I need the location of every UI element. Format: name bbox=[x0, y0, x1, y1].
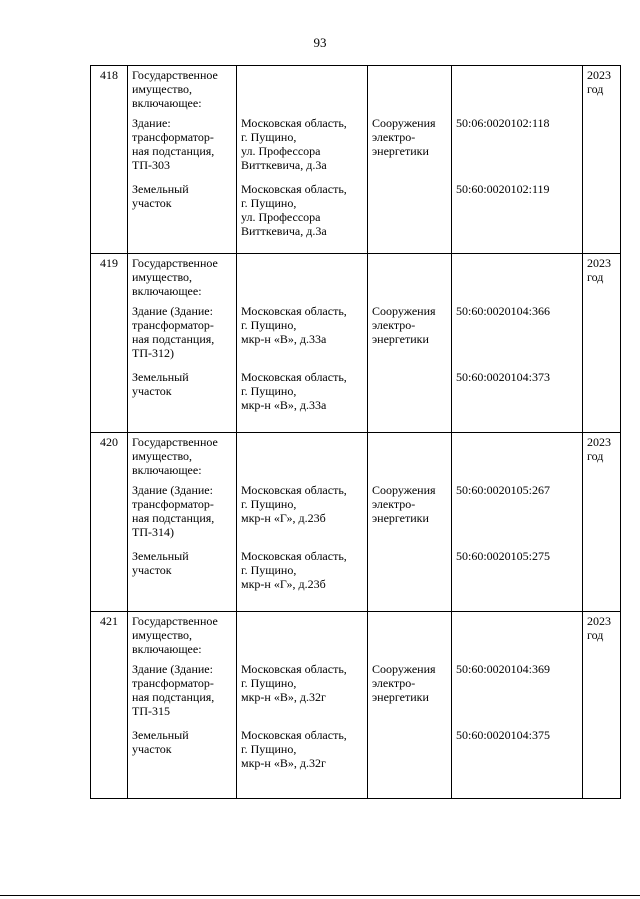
land-plot-address-line: мкр-н «В», д.32г bbox=[241, 756, 326, 770]
land-plot-address-line: Московская область, bbox=[241, 549, 347, 563]
building-name-line: ная подстанция, bbox=[132, 332, 215, 346]
building-address-line: Московская область, bbox=[241, 116, 347, 130]
land-plot-name-line: Земельный bbox=[132, 182, 189, 196]
building-name bbox=[132, 662, 232, 728]
address-spacer bbox=[241, 435, 363, 483]
cadastral-number-cell bbox=[452, 612, 583, 799]
object-group-heading-line: включающее: bbox=[132, 642, 202, 656]
object-name-cell bbox=[128, 66, 237, 254]
year-line: год bbox=[587, 628, 604, 642]
land-plot-address bbox=[241, 728, 363, 788]
land-plot-address-line: Московская область, bbox=[241, 370, 347, 384]
object-group-heading-line: имущество, bbox=[132, 628, 193, 642]
building-address-line: г. Пущино, bbox=[241, 318, 297, 332]
land-plot-cadastral-number-value: 50:60:0020104:373 bbox=[456, 370, 551, 384]
building-name-line: ная подстанция, bbox=[132, 144, 215, 158]
purpose-spacer bbox=[372, 435, 447, 483]
cadastral-number-cell bbox=[452, 66, 583, 254]
year-cell bbox=[583, 66, 621, 254]
land-plot-name-line: участок bbox=[132, 384, 172, 398]
page-number: 93 bbox=[313, 35, 327, 50]
address-spacer bbox=[241, 614, 363, 662]
purpose-cell bbox=[368, 612, 452, 799]
building-purpose bbox=[372, 304, 447, 370]
object-group-heading-line: Государственное bbox=[132, 614, 218, 628]
building-name-line: Здание (Здание: bbox=[132, 483, 213, 497]
building-name-line: Здание: bbox=[132, 116, 171, 130]
land-plot-name-line: участок bbox=[132, 742, 172, 756]
land-plot-address-line: ул. Профессора bbox=[241, 210, 321, 224]
cadastral-spacer bbox=[456, 435, 578, 483]
land-plot-cadastral-number-value: 50:60:0020102:119 bbox=[456, 182, 550, 196]
building-name-line: Здание (Здание: bbox=[132, 662, 213, 676]
row-number: 418 bbox=[100, 68, 118, 82]
object-group-heading bbox=[132, 256, 232, 304]
land-plot-address-line: г. Пущино, bbox=[241, 742, 297, 756]
building-purpose-line: Сооружения bbox=[372, 304, 436, 318]
row-number-cell bbox=[91, 612, 128, 799]
object-name-cell bbox=[128, 254, 237, 433]
year-line: год bbox=[587, 449, 604, 463]
building-address-line: г. Пущино, bbox=[241, 130, 297, 144]
cadastral-number-cell bbox=[452, 254, 583, 433]
object-group-heading bbox=[132, 435, 232, 483]
building-name bbox=[132, 304, 232, 370]
row-number: 421 bbox=[100, 614, 118, 628]
address-spacer bbox=[241, 256, 363, 304]
address-spacer bbox=[241, 68, 363, 116]
land-plot-name-line: Земельный bbox=[132, 370, 189, 384]
object-group-heading-line: имущество, bbox=[132, 270, 193, 284]
purpose-spacer bbox=[372, 68, 447, 116]
building-address-line: мкр-н «В», д.32г bbox=[241, 690, 326, 704]
land-plot-name bbox=[132, 182, 232, 242]
object-group-heading-line: имущество, bbox=[132, 82, 193, 96]
registry-body bbox=[91, 66, 621, 799]
building-address-line: Московская область, bbox=[241, 662, 347, 676]
land-plot-cadastral-number bbox=[456, 728, 578, 788]
land-plot-cadastral-number bbox=[456, 370, 578, 430]
land-plot-name-line: участок bbox=[132, 563, 172, 577]
object-group-heading-line: Государственное bbox=[132, 256, 218, 270]
building-name-line: ТП-315 bbox=[132, 704, 170, 718]
year-cell bbox=[583, 254, 621, 433]
building-name-line: ТП-303 bbox=[132, 158, 170, 172]
year-line: 2023 bbox=[587, 68, 611, 82]
building-address-line: г. Пущино, bbox=[241, 497, 297, 511]
building-cadastral-number bbox=[456, 304, 578, 370]
land-plot-name-line: Земельный bbox=[132, 549, 189, 563]
land-plot-address-line: Московская область, bbox=[241, 182, 347, 196]
building-address bbox=[241, 483, 363, 549]
building-purpose-line: Сооружения bbox=[372, 483, 436, 497]
building-purpose bbox=[372, 662, 447, 728]
land-plot-name bbox=[132, 370, 232, 430]
year-line: 2023 bbox=[587, 435, 611, 449]
object-group-heading-line: Государственное bbox=[132, 68, 218, 82]
property-registry-table bbox=[90, 65, 621, 799]
land-plot-address bbox=[241, 549, 363, 609]
object-name-cell bbox=[128, 612, 237, 799]
building-purpose-line: энергетики bbox=[372, 332, 429, 346]
land-plot-cadastral-number bbox=[456, 182, 578, 242]
land-plot-name bbox=[132, 728, 232, 788]
purpose-spacer bbox=[372, 614, 447, 662]
table-row bbox=[91, 254, 621, 433]
building-cadastral-number bbox=[456, 483, 578, 549]
object-group-heading bbox=[132, 614, 232, 662]
land-plot-name bbox=[132, 549, 232, 609]
building-cadastral-number-value: 50:60:0020104:369 bbox=[456, 662, 551, 676]
land-plot-name-line: участок bbox=[132, 196, 172, 210]
row-number: 420 bbox=[100, 435, 118, 449]
building-name bbox=[132, 116, 232, 182]
object-group-heading-line: включающее: bbox=[132, 96, 202, 110]
building-cadastral-number-value: 50:06:0020102:118 bbox=[456, 116, 550, 130]
purpose-cell bbox=[368, 254, 452, 433]
building-purpose-line: энергетики bbox=[372, 144, 429, 158]
table-row bbox=[91, 66, 621, 254]
building-name-line: ная подстанция, bbox=[132, 511, 215, 525]
building-purpose-line: Сооружения bbox=[372, 662, 436, 676]
object-group-heading-line: Государственное bbox=[132, 435, 218, 449]
land-plot-cadastral-number-value: 50:60:0020105:275 bbox=[456, 549, 551, 563]
cadastral-spacer bbox=[456, 256, 578, 304]
building-address-line: г. Пущино, bbox=[241, 676, 297, 690]
building-purpose-line: электро- bbox=[372, 497, 416, 511]
address-cell bbox=[237, 612, 368, 799]
building-purpose-line: энергетики bbox=[372, 690, 429, 704]
table-row bbox=[91, 433, 621, 612]
building-name-line: трансформатор- bbox=[132, 676, 214, 690]
land-plot-address-line: Витткевича, д.3а bbox=[241, 224, 327, 238]
purpose-cell bbox=[368, 433, 452, 612]
building-purpose-line: электро- bbox=[372, 676, 416, 690]
land-plot-name-line: Земельный bbox=[132, 728, 189, 742]
land-plot-address bbox=[241, 370, 363, 430]
address-cell bbox=[237, 66, 368, 254]
year-line: 2023 bbox=[587, 614, 611, 628]
year-line: год bbox=[587, 270, 604, 284]
cadastral-spacer bbox=[456, 614, 578, 662]
building-name-line: ная подстанция, bbox=[132, 690, 215, 704]
building-address-line: мкр-н «В», д.33а bbox=[241, 332, 327, 346]
building-name bbox=[132, 483, 232, 549]
object-group-heading-line: имущество, bbox=[132, 449, 193, 463]
object-group-heading-line: включающее: bbox=[132, 463, 202, 477]
building-cadastral-number-value: 50:60:0020104:366 bbox=[456, 304, 551, 318]
building-address-line: Московская область, bbox=[241, 483, 347, 497]
table-row bbox=[91, 612, 621, 799]
building-address-line: ул. Профессора bbox=[241, 144, 321, 158]
building-purpose bbox=[372, 483, 447, 549]
year-cell bbox=[583, 612, 621, 799]
purpose-spacer bbox=[372, 256, 447, 304]
building-purpose-line: энергетики bbox=[372, 511, 429, 525]
building-name-line: Здание (Здание: bbox=[132, 304, 213, 318]
building-name-line: трансформатор- bbox=[132, 497, 214, 511]
land-plot-address-line: г. Пущино, bbox=[241, 196, 297, 210]
purpose-cell bbox=[368, 66, 452, 254]
year-line: год bbox=[587, 82, 604, 96]
land-plot-address-line: г. Пущино, bbox=[241, 563, 297, 577]
building-address-line: Московская область, bbox=[241, 304, 347, 318]
building-purpose-line: Сооружения bbox=[372, 116, 436, 130]
land-plot-cadastral-number-value: 50:60:0020104:375 bbox=[456, 728, 551, 742]
year-cell bbox=[583, 433, 621, 612]
building-name-line: ТП-314) bbox=[132, 525, 174, 539]
building-name-line: трансформатор- bbox=[132, 318, 214, 332]
object-name-cell bbox=[128, 433, 237, 612]
cadastral-number-cell bbox=[452, 433, 583, 612]
building-name-line: трансформатор- bbox=[132, 130, 214, 144]
page-bottom-rule bbox=[0, 895, 640, 896]
land-plot-address-line: г. Пущино, bbox=[241, 384, 297, 398]
building-name-line: ТП-312) bbox=[132, 346, 174, 360]
building-cadastral-number-value: 50:60:0020105:267 bbox=[456, 483, 551, 497]
building-purpose-line: электро- bbox=[372, 130, 416, 144]
year-line: 2023 bbox=[587, 256, 611, 270]
building-address bbox=[241, 116, 363, 182]
building-address bbox=[241, 304, 363, 370]
building-address-line: Витткевича, д.3а bbox=[241, 158, 327, 172]
address-cell bbox=[237, 433, 368, 612]
land-plot-cadastral-number bbox=[456, 549, 578, 609]
land-plot-address-line: Московская область, bbox=[241, 728, 347, 742]
land-plot-address bbox=[241, 182, 363, 242]
building-cadastral-number bbox=[456, 662, 578, 728]
building-address bbox=[241, 662, 363, 728]
address-cell bbox=[237, 254, 368, 433]
row-number-cell bbox=[91, 433, 128, 612]
object-group-heading bbox=[132, 68, 232, 116]
land-plot-address-line: мкр-н «Г», д.23б bbox=[241, 577, 326, 591]
row-number: 419 bbox=[100, 256, 118, 270]
row-number-cell bbox=[91, 254, 128, 433]
building-purpose bbox=[372, 116, 447, 182]
object-group-heading-line: включающее: bbox=[132, 284, 202, 298]
land-plot-address-line: мкр-н «В», д.33а bbox=[241, 398, 327, 412]
building-cadastral-number bbox=[456, 116, 578, 182]
building-purpose-line: электро- bbox=[372, 318, 416, 332]
cadastral-spacer bbox=[456, 68, 578, 116]
row-number-cell bbox=[91, 66, 128, 254]
building-address-line: мкр-н «Г», д.23б bbox=[241, 511, 326, 525]
